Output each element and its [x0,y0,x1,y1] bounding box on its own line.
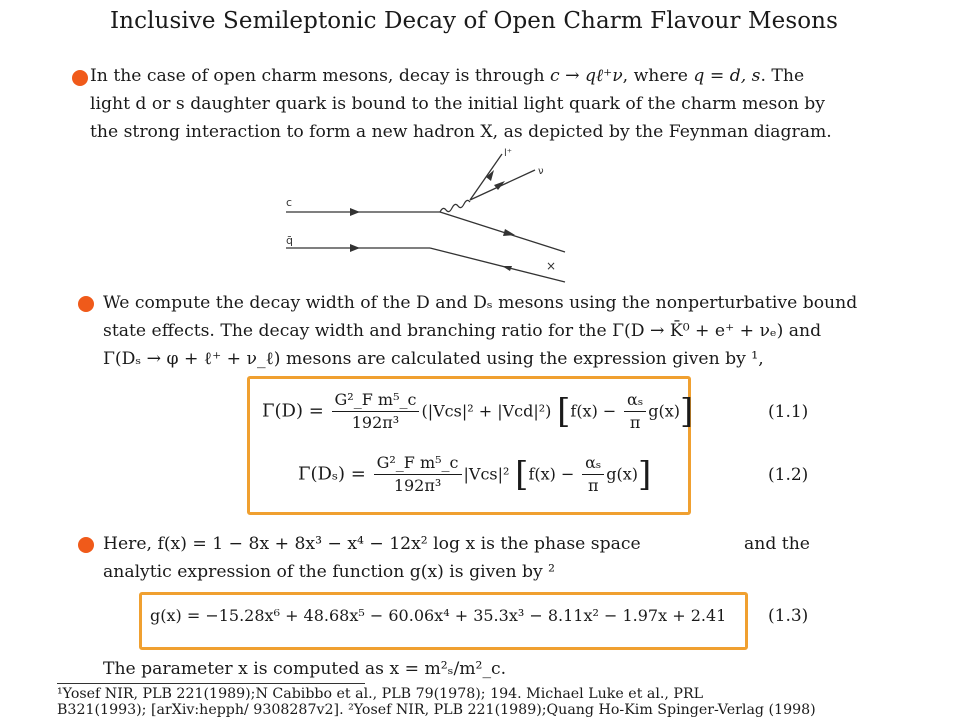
bullet-2 [78,296,94,312]
page-title: Inclusive Semileptonic Decay of Open Charm Flavour Mesons [110,8,838,34]
footnote-line-2: B321(1993); [arXiv:hepph/ 9308287v2]. ²Yosef NIR, PLB 221(1989);Quang Ho-Kim Spinger-Verlag (1998) [57,702,816,718]
equation-number-1-1: (1.1) [768,402,809,422]
outgoing-quark-arrow [503,229,515,236]
bullet-3 [78,537,94,553]
spectator-arrow [502,266,512,271]
equation-1-1: Γ(D) = $\frac{\text{G²\_F m⁵\_c}}{\text{192π³}}$ (|Vcs|² + |Vcd|²) [f(x) − $\frac{\text{αₛ}}{\pi}$ g(x)] [262,390,694,432]
equation-1-2: Γ(Dₛ) = $\frac{\text{G²\_F m⁵\_c}}{\text{192π³}}$ |Vcs|² [f(x) − $\frac{\text{αₛ}}{\pi}$ g(x)] [298,453,652,495]
footnote-line-1: ¹Yosef NIR, PLB 221(1989);N Cabibbo et al., PLB 79(1978); 194. Michael Luke et al., PRL [57,686,704,702]
label-c: c [286,196,293,209]
label-x: × [546,259,557,273]
w-boson-line [440,200,470,212]
paragraph-2-line-2: state effects. The decay width and branching ratio for the Γ(D → K̄⁰ + e⁺ + νₑ) and [103,321,822,341]
equation-number-1-2: (1.2) [768,465,809,485]
parameter-line: The parameter x is computed as x = m²ₛ/m²_c. [103,659,507,679]
paragraph-1-line-1: In the case of open charm mesons, decay is through c → qℓ⁺ν, where q = d, s. The [90,66,805,86]
paragraph-3-line-1a: Here, f(x) = 1 − 8x + 8x³ − x⁴ − 12x² log x is the phase space [103,534,641,554]
equation-1-3: g(x) = −15.28x⁶ + 48.68x⁵ − 60.06x⁴ + 35.3x³ − 8.11x² − 1.97x + 2.41 [150,606,727,625]
spectator-line [430,248,565,282]
label-lepton: l⁺ [504,148,513,159]
paragraph-2-line-1: We compute the decay width of the D and Dₛ mesons using the nonperturbative bound [103,293,858,313]
label-neutrino: ν [538,166,544,177]
paragraph-3-line-1b: and the [744,534,810,554]
paragraph-2-line-3: Γ(Dₛ → φ + ℓ⁺ + ν_ℓ) mesons are calculated using the expression given by ¹, [103,349,764,369]
bullet-1 [72,70,88,86]
outgoing-quark-line [440,212,565,252]
qbar-arrow [350,244,360,252]
label-qbar: q̄ [286,234,293,247]
feynman-diagram [280,148,580,284]
c-quark-arrow [350,208,360,216]
paragraph-1-line-2: light d or s daughter quark is bound to the initial light quark of the charm meson by [90,94,825,114]
paragraph-3-line-2: analytic expression of the function g(x) is given by ² [103,562,556,582]
paragraph-1-line-3: the strong interaction to form a new hadron X, as depicted by the Feynman diagram. [90,122,832,142]
footnote-rule [57,683,365,684]
equation-number-1-3: (1.3) [768,606,809,626]
